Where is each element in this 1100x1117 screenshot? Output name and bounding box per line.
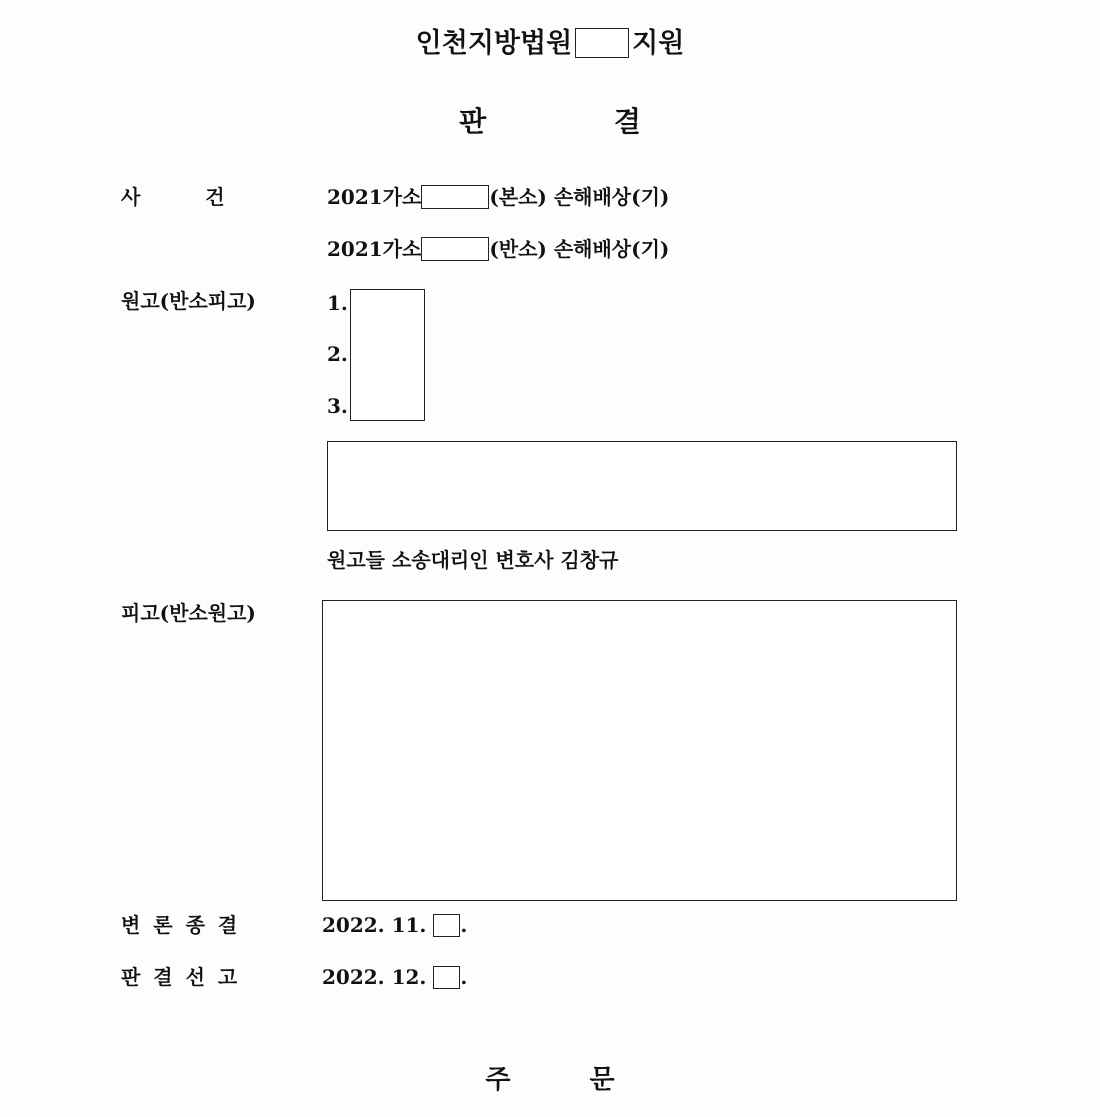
court-name-suffix: 지원 (632, 28, 685, 59)
redacted-plaintiff-names (350, 289, 425, 421)
redacted-plaintiff-address (327, 441, 957, 531)
case-line-counter (327, 236, 669, 262)
case-number-prefix: 2021가소 (327, 185, 422, 209)
case-label: 사 건 (121, 185, 225, 209)
case-number-prefix: 2021가소 (327, 237, 422, 261)
court-name-prefix: 인천지방법원 (415, 28, 573, 59)
closing-label: 변 론 종 결 (121, 913, 238, 937)
redacted-judgment-day (433, 966, 460, 989)
judgment-date (322, 964, 467, 990)
redacted-case-number (421, 185, 489, 209)
judgment-label: 판 결 선 고 (121, 965, 238, 989)
case-line-counter-suffix: (반소) 손해배상(기) (489, 237, 670, 261)
judgment-date-prefix: 2022. 12. (322, 965, 427, 989)
plaintiff-number-2: 2. (327, 342, 348, 366)
redacted-branch-name (575, 28, 629, 58)
closing-date-suffix: . (460, 913, 468, 937)
order-heading: 주 문 (485, 1065, 615, 1095)
plaintiff-counsel: 원고들 소송대리인 변호사 김창규 (327, 548, 619, 572)
plaintiff-label: 원고(반소피고) (121, 289, 256, 313)
closing-date-prefix: 2022. 11. (322, 913, 427, 937)
document-title: 판 결 (459, 105, 641, 138)
redacted-defendant-info (322, 600, 957, 901)
case-line-main (327, 184, 669, 210)
judgment-date-suffix: . (460, 965, 468, 989)
redacted-closing-day (433, 914, 460, 937)
closing-date (322, 912, 467, 938)
court-name (0, 24, 1100, 64)
plaintiff-number-1: 1. (327, 291, 348, 315)
redacted-case-number (421, 237, 489, 261)
case-line-main-suffix: (본소) 손해배상(기) (489, 185, 670, 209)
defendant-label: 피고(반소원고) (121, 601, 256, 625)
plaintiff-number-3: 3. (327, 394, 348, 418)
